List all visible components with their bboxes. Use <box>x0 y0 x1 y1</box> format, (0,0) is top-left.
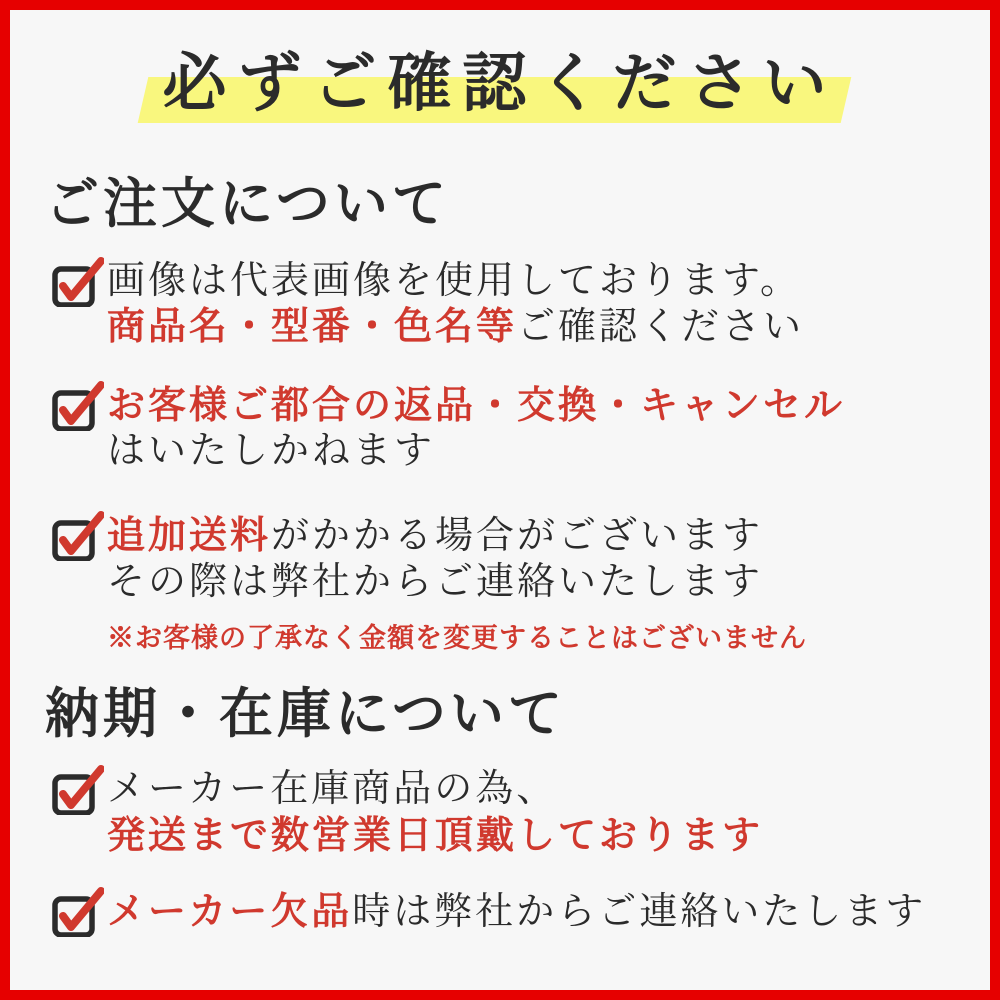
section-order-heading: ご注文について <box>45 170 450 235</box>
item-line <box>107 382 845 429</box>
section-order <box>10 171 990 655</box>
section-delivery-stock-heading: 納期・在庫について <box>45 681 566 746</box>
item-text <box>107 766 763 858</box>
item-line <box>107 303 804 350</box>
text-segment: ご確認ください <box>517 304 805 349</box>
checkbox-checked-icon <box>50 887 104 937</box>
text-segment-emphasis: お客様ご都合の返品・交換・キャンセル <box>107 381 846 427</box>
item-note: ※お客様の了承なく金額を変更することはございません <box>107 623 807 655</box>
section-delivery-stock <box>10 681 990 937</box>
item-line <box>107 428 845 474</box>
item-line <box>107 559 807 605</box>
page-title <box>163 46 838 123</box>
item-line <box>107 812 763 859</box>
list-item <box>10 888 990 937</box>
text-segment-emphasis: 発送まで数営業日頂戴しております <box>107 811 764 857</box>
text-segment: がかかる場合がございます <box>271 512 764 557</box>
list-item <box>10 382 990 474</box>
item-text <box>107 258 804 350</box>
page-header <box>10 46 990 123</box>
text-segment: はいたしかねます <box>107 428 436 473</box>
checkbox-checked-icon <box>50 381 104 431</box>
item-text <box>107 888 926 935</box>
checkbox-checked-icon <box>50 257 104 307</box>
list-item <box>10 512 990 655</box>
text-segment: メーカー在庫商品の為、 <box>107 765 558 810</box>
text-segment: 時は弊社からご連絡いたします <box>352 889 927 934</box>
item-line <box>107 888 926 935</box>
list-item <box>10 766 990 858</box>
text-segment-emphasis: 商品名・型番・色名等 <box>107 303 518 349</box>
text-segment: 画像は代表画像を使用しております。 <box>107 257 801 302</box>
text-segment: その際は弊社からご連絡いたします <box>107 558 764 603</box>
text-segment-emphasis: メーカー欠品 <box>107 888 353 934</box>
item-line <box>107 258 804 304</box>
text-segment-emphasis: 追加送料 <box>107 511 272 557</box>
item-text <box>107 382 845 474</box>
item-text <box>107 512 807 655</box>
item-line <box>107 512 807 559</box>
page-title-text: 必ずご確認ください <box>162 46 838 121</box>
list-item <box>10 258 990 350</box>
checkbox-checked-icon <box>50 511 104 561</box>
item-line <box>107 766 763 812</box>
checkbox-checked-icon <box>50 765 104 815</box>
